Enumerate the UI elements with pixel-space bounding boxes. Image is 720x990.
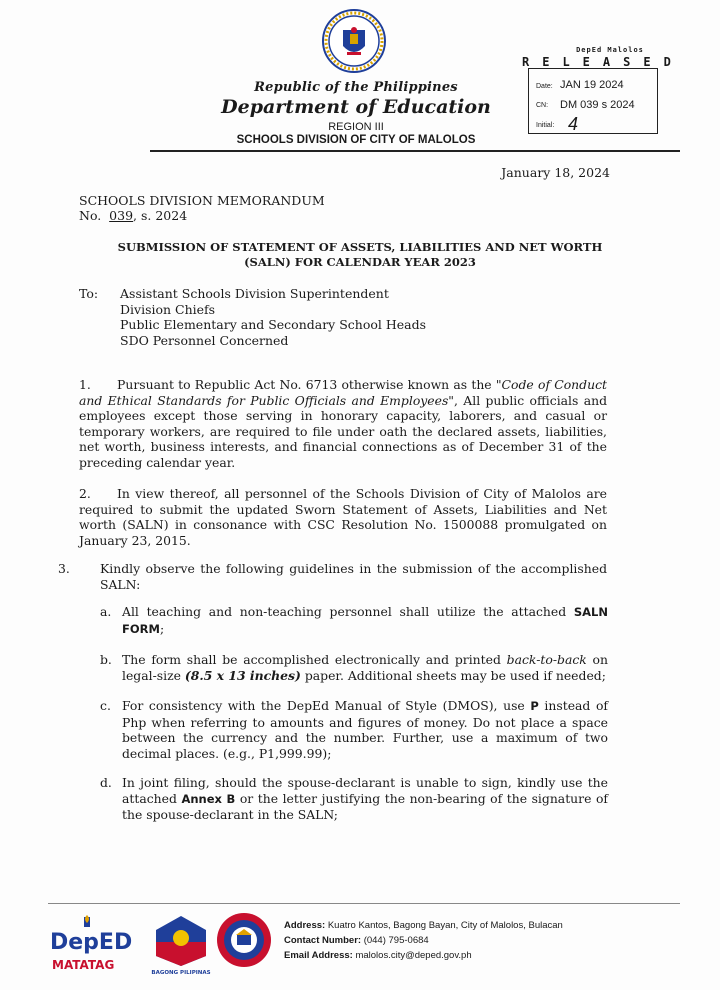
paragraph-italic: "Code of Conduct and Ethical Standards for Public Officials and Employees" [79, 377, 607, 408]
memo-number [79, 208, 325, 223]
released-stamp [498, 46, 688, 136]
memo-heading [79, 193, 325, 223]
item-italic: back-to-back [506, 652, 587, 667]
stamp-date-label: Date: [536, 83, 553, 90]
item-text: on legal-size [122, 652, 608, 683]
recipient-list [120, 286, 426, 348]
paragraph-text: , All public officials and employees except those serving in honorary capacity, laborers, and casual or temporary workers, are required to file under oath the declared assets, liabilities, net worth, business interests, and financial connections as of December 31 of the preceding calendar year. [79, 392, 607, 470]
memo-date: January 18, 2024 [501, 165, 610, 180]
stamp-org: DepEd Malolos [576, 46, 644, 54]
paragraph-2 [79, 486, 607, 548]
memo-title: SCHOOLS DIVISION MEMORANDUM [79, 193, 325, 208]
header-department: Department of Education [221, 96, 491, 118]
item-text: or the letter justifying the non-bearing of the signature of the spouse-declarant in the SALN; [122, 790, 608, 822]
footer-contact-info [284, 918, 563, 963]
subject-line-1: SUBMISSION OF STATEMENT OF ASSETS, LIABILITIES AND NET WORTH [117, 240, 603, 254]
paragraph-text: In view thereof, all personnel of the Schools Division of City of Malolos are required to submit the updated Sworn Statement of Assets, Liabilities and Net worth (SALN) in consonance with CSC Resolution No. 1500088 promulgated on January 23, 2015. [79, 486, 607, 548]
recipient: Assistant Schools Division Superintendent [120, 286, 389, 301]
deped-matatag-logo-icon [48, 915, 136, 975]
recipient: Division Chiefs [120, 301, 216, 317]
bagong-logo-text: BAGONG PILIPINAS [151, 970, 211, 976]
memo-no-prefix: No. [79, 208, 102, 223]
item-text: In joint filing, should the spouse-declarant is unable to sign, kindly use the attached [122, 775, 608, 806]
recipient: Public Elementary and Secondary School Heads [120, 317, 427, 332]
item-text: The form shall be accomplished electronically and printed [122, 652, 507, 667]
header-region: REGION III [328, 121, 384, 133]
sdo-malolos-seal-icon [216, 908, 272, 972]
paragraph-text: Pursuant to Republic Act No. 6713 otherwise known as the [117, 377, 496, 392]
stamp-initial-value: 4 [568, 114, 579, 134]
deped-logo-text: DepED [50, 930, 133, 955]
item-text: All teaching and non-teaching personnel shall utilize the attached [122, 604, 574, 619]
address-label: Address: [284, 920, 326, 931]
stamp-initial-label: Initial: [536, 122, 555, 129]
header-division: SCHOOLS DIVISION OF CITY OF MALOLOS [236, 134, 476, 146]
email-value: malolos.city@deped.gov.ph [355, 950, 472, 961]
paragraph-text: Kindly observe the following guidelines in the submission of the accomplished SALN: [100, 561, 607, 592]
contact-value: (044) 795-0684 [363, 935, 429, 946]
stamp-date-value: JAN 19 2024 [560, 79, 624, 91]
item-bold: Annex B [181, 791, 236, 806]
paragraph-3 [58, 561, 607, 592]
stamp-cn-label: CN: [536, 102, 549, 109]
footer-rule [48, 903, 680, 904]
item-text: For consistency with the DepEd Manual of Style (DMOS), use [122, 698, 531, 713]
item-label: b. [100, 652, 112, 667]
subject-line-2: (SALN) FOR CALENDAR YEAR 2023 [244, 255, 476, 269]
deped-seal-icon [321, 8, 387, 74]
item-text: paper. Additional sheets may be used if needed; [300, 667, 606, 683]
footer-email [284, 948, 563, 963]
item-body [122, 698, 608, 761]
recipient: SDO Personnel Concerned [120, 332, 289, 348]
contact-label: Contact Number: [284, 935, 362, 946]
paragraph-number: 2. [79, 486, 91, 501]
item-body [122, 652, 608, 683]
item-bold: P [530, 699, 539, 713]
footer-address [284, 918, 563, 933]
stamp-cn-value: DM 039 s 2024 [560, 99, 635, 111]
stamp-word: RELEASED [522, 55, 684, 69]
item-body [122, 604, 608, 637]
paragraph-number: 3. [58, 561, 70, 576]
memo-no-value: 039 [109, 208, 134, 223]
memo-subject [0, 240, 720, 270]
to-label: To: [79, 286, 99, 301]
address-value: Kuatro Kantos, Bagong Bayan, City of Malolos, Bulacan [327, 920, 563, 931]
item-label: c. [100, 698, 111, 713]
memo-no-suffix: , s. 2024 [133, 208, 188, 223]
paragraph-number: 1. [79, 377, 91, 392]
item-label: d. [100, 775, 112, 790]
bagong-pilipinas-logo-icon [146, 912, 216, 976]
footer-contact [284, 933, 563, 948]
paragraph-1 [79, 377, 607, 470]
header-republic: Republic of the Philippines [254, 80, 458, 95]
item-body [122, 775, 608, 823]
item-label: a. [100, 604, 112, 619]
item-bold-italic: (8.5 x 13 inches) [184, 667, 301, 683]
item-text: instead of Php when referring to amounts and figures of money. Do not place a space between the currency and the number. Further, use a maximum of two decimal places. (e.g., P1,999.99); [122, 698, 608, 761]
matatag-logo-text: MATATAG [52, 958, 115, 972]
email-label: Email Address: [284, 950, 353, 961]
item-bold: SALN FORM [122, 605, 608, 636]
item-text: ; [159, 620, 165, 636]
header-rule [150, 150, 680, 152]
